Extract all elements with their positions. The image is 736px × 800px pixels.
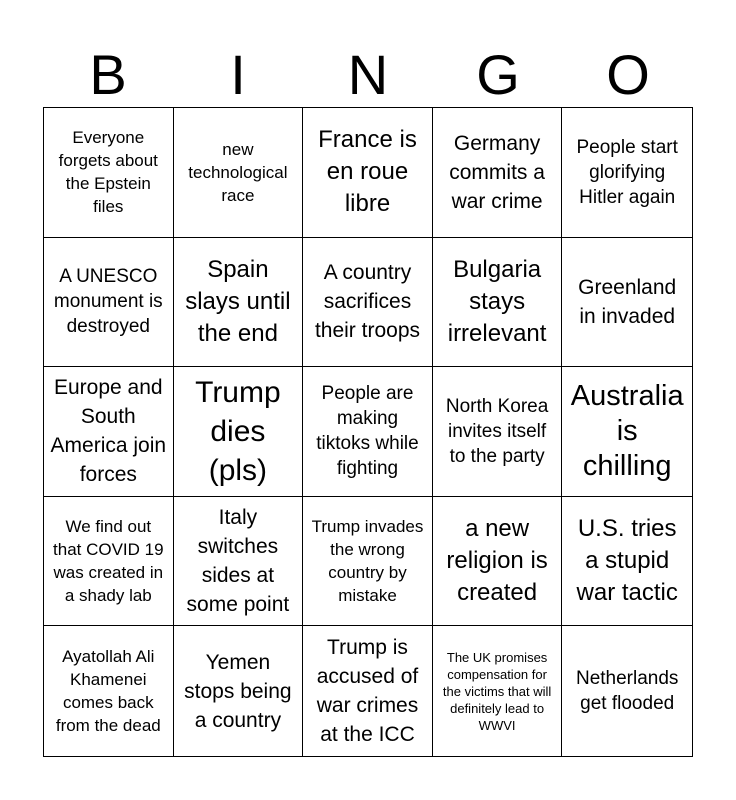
bingo-cell[interactable] [44, 108, 174, 238]
cell-text: Italy switches sides at some point [186, 506, 290, 617]
bingo-cell[interactable] [433, 238, 563, 368]
cell-text: People start glorifying Hitler again [576, 136, 678, 208]
bingo-cell[interactable] [44, 497, 174, 627]
cell-text: new technological race [188, 139, 288, 205]
cell-text: Trump is accused of war crimes at the ICC [316, 636, 419, 747]
title-letter-i: I [230, 43, 246, 106]
bingo-cell[interactable] [174, 497, 304, 627]
cell-text: Greenland in invaded [578, 275, 677, 328]
cell-text: Trump dies (pls) [195, 375, 281, 487]
cell-text: People are making tiktoks while fighting [316, 383, 419, 480]
cell-text: Bulgaria stays irrelevant [447, 255, 547, 347]
cell-text: Netherlands get flooded [575, 668, 679, 715]
cell-text: A UNESCO monument is destroyed [53, 266, 163, 338]
title-letter-b: B [89, 43, 127, 106]
bingo-cell[interactable] [562, 108, 692, 238]
cell-text: The UK promises compensation for the victims that will definitely lead to WWVI [442, 649, 552, 733]
bingo-cell[interactable] [433, 497, 563, 627]
bingo-title [43, 44, 693, 106]
bingo-cell[interactable] [174, 626, 304, 756]
cell-text: Spain slays until the end [185, 255, 291, 347]
title-letter-n: N [347, 43, 389, 106]
bingo-cell[interactable] [174, 367, 304, 497]
title-letter-g: G [476, 43, 520, 106]
bingo-cell[interactable] [303, 626, 433, 756]
bingo-cell[interactable] [44, 626, 174, 756]
cell-text: A country sacrifices their troops [314, 261, 421, 343]
cell-text: Trump invades the wrong country by mistake [311, 517, 424, 606]
cell-text: Everyone forgets about the Epstein files [58, 128, 158, 217]
bingo-cell[interactable] [562, 238, 692, 368]
bingo-cell[interactable] [433, 367, 563, 497]
cell-text: We find out that COVID 19 was created in a shady lab [53, 517, 164, 606]
bingo-cell[interactable] [562, 367, 692, 497]
cell-text: Australia is chilling [570, 379, 684, 482]
bingo-cell[interactable] [562, 626, 692, 756]
bingo-cell[interactable] [433, 108, 563, 238]
bingo-cell[interactable] [174, 108, 304, 238]
cell-text: North Korea invites itself to the party [445, 395, 549, 467]
bingo-cell[interactable] [303, 497, 433, 627]
cell-text: France is en roue libre [318, 126, 417, 218]
bingo-cell[interactable] [303, 108, 433, 238]
bingo-cell[interactable] [562, 497, 692, 627]
cell-text: Ayatollah Ali Khamenei comes back from the dead [55, 647, 161, 736]
title-letter-o: O [606, 43, 650, 106]
bingo-cell[interactable] [433, 626, 563, 756]
bingo-cell[interactable] [303, 367, 433, 497]
cell-text: a new religion is created [446, 515, 548, 607]
cell-text: Yemen stops being a country [184, 650, 292, 732]
cell-text: U.S. tries a stupid war tactic [576, 515, 678, 607]
bingo-cell[interactable] [174, 238, 304, 368]
bingo-board [43, 107, 693, 757]
bingo-cell[interactable] [303, 238, 433, 368]
cell-text: Europe and South America join forces [50, 376, 167, 487]
bingo-cell[interactable] [44, 238, 174, 368]
bingo-cell[interactable] [44, 367, 174, 497]
cell-text: Germany commits a war crime [449, 131, 545, 213]
